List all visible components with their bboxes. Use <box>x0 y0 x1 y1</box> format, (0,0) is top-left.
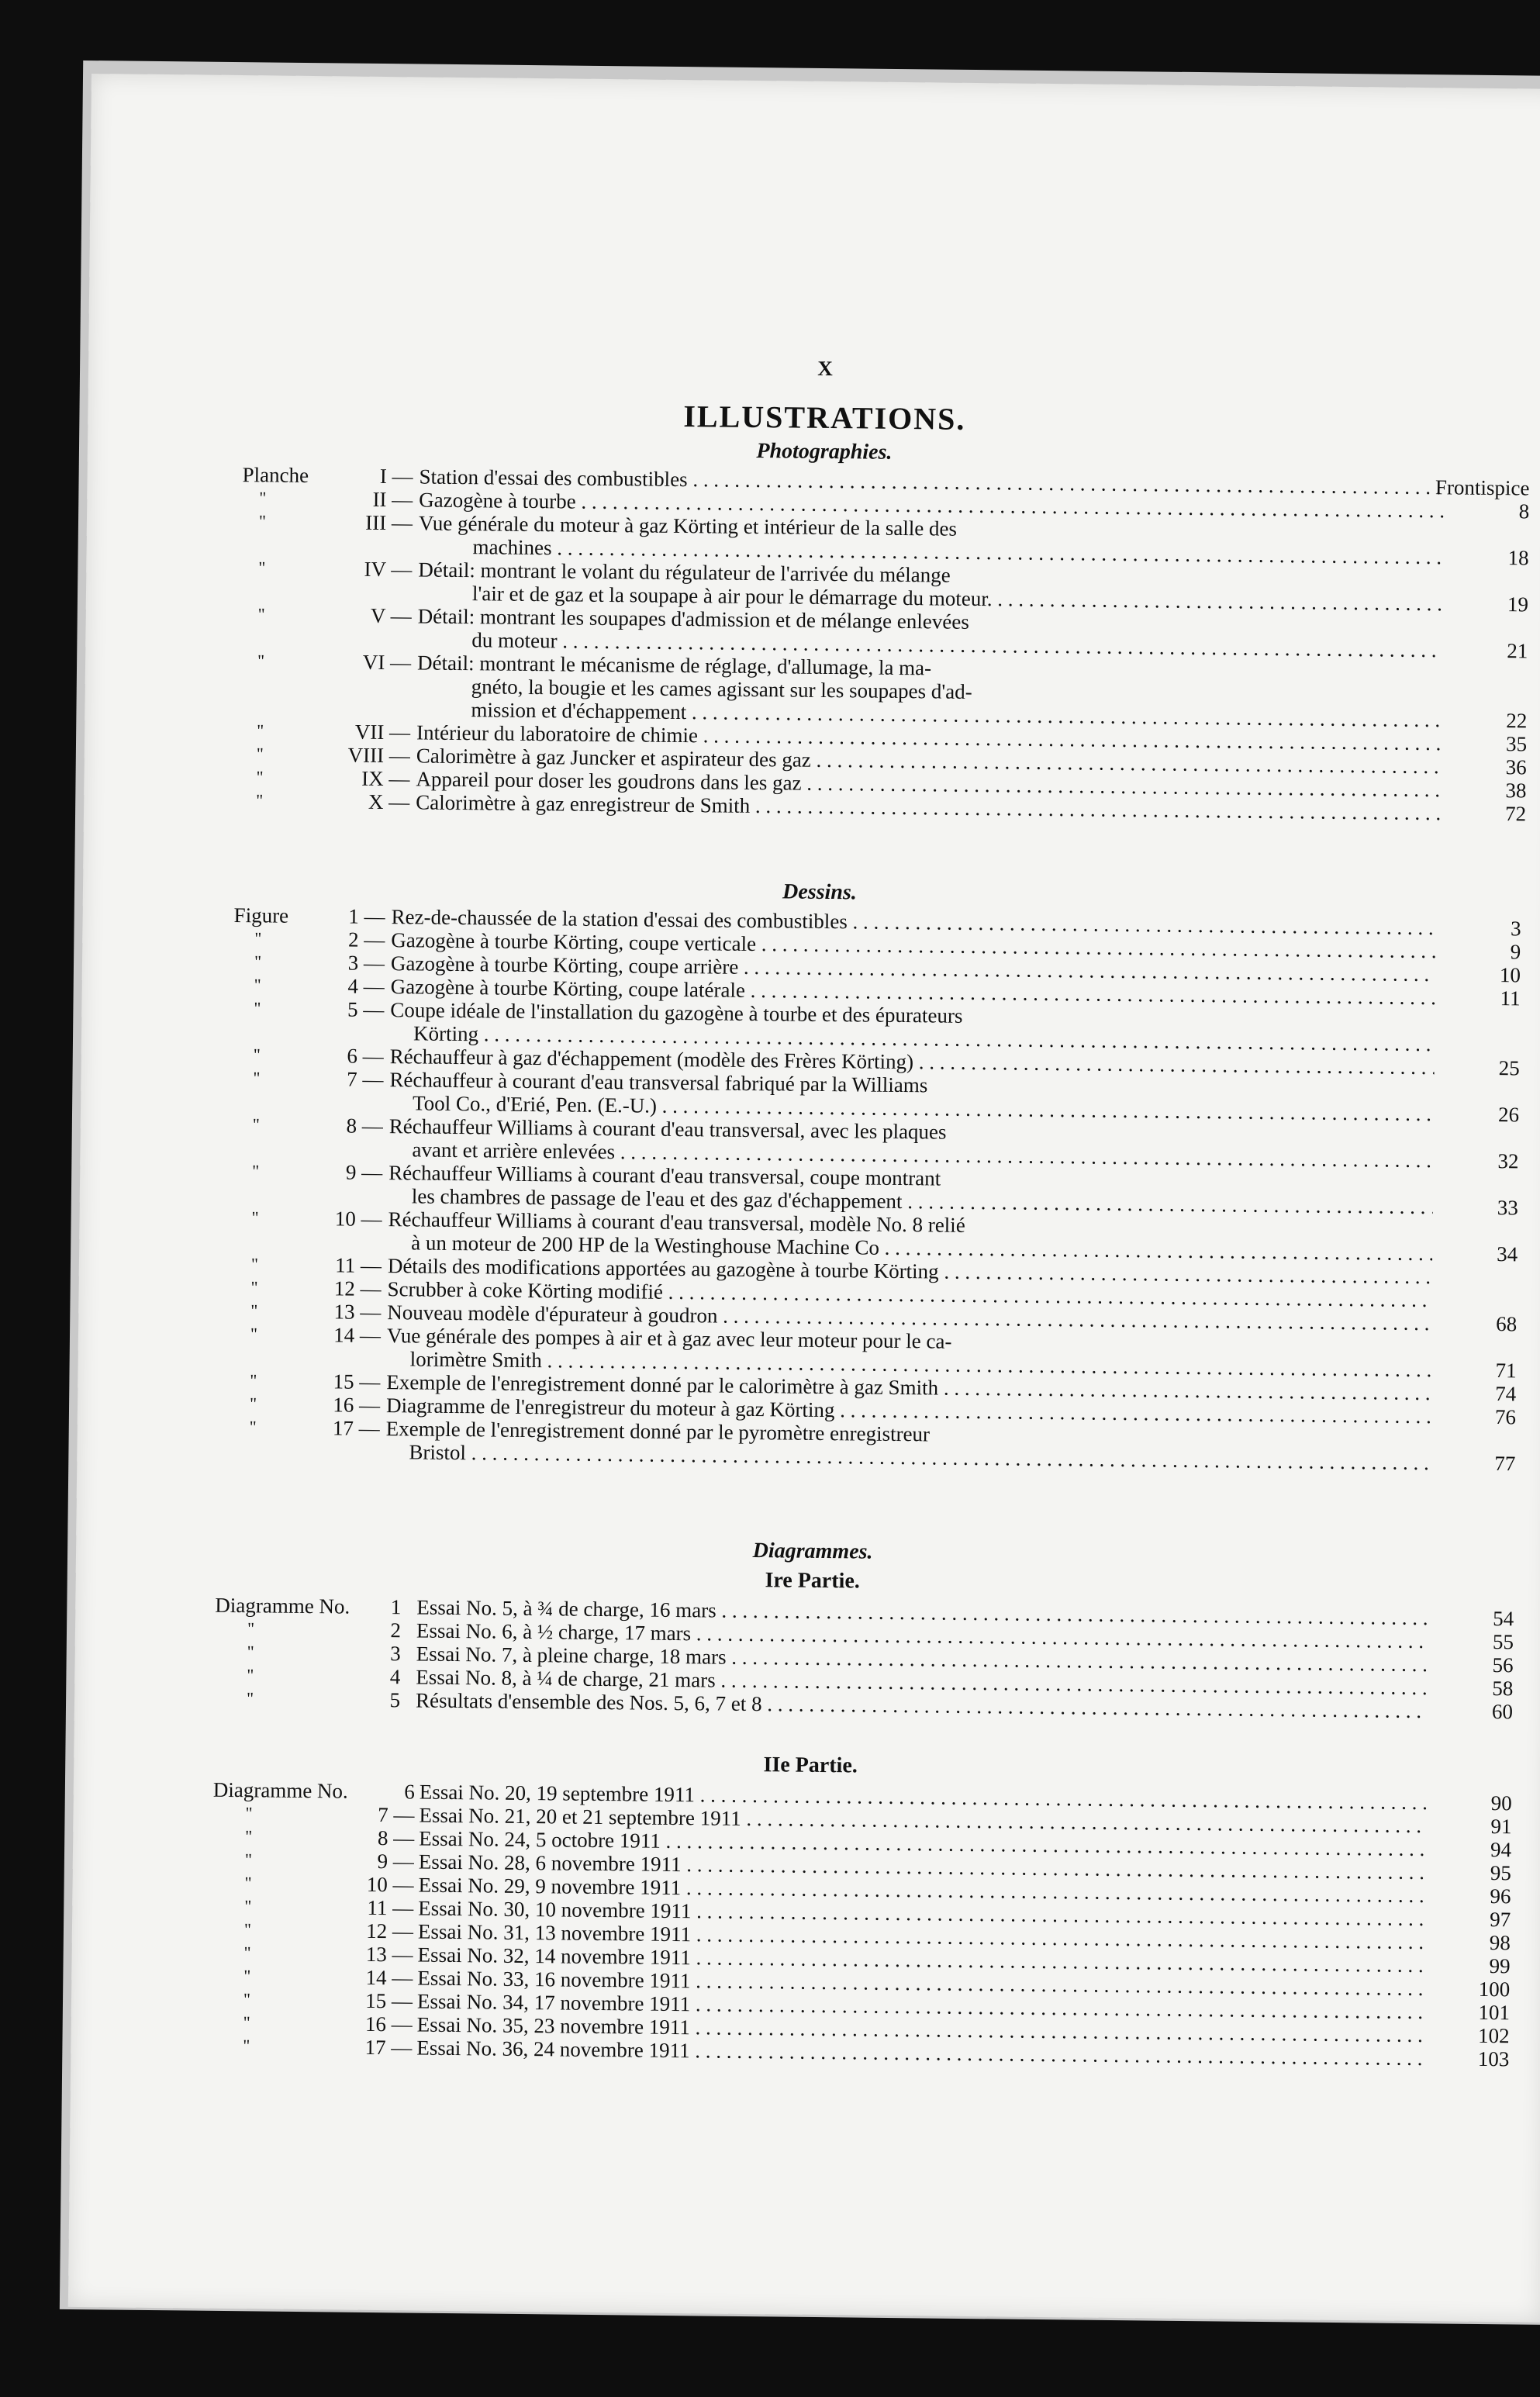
diagramme-title: Essai No. 35, 23 novembre 1911 . . . <box>417 2013 1424 2047</box>
figure-title: Réchauffeur à gaz d'échappement (modèle des Frères Körting) . . . <box>390 1045 1435 1079</box>
figure-title: Coupe idéale de l'installation du gazogène à tourbe et des épurateurs <box>390 998 963 1028</box>
figure-title: Gazogène à tourbe Körting, coupe verticale . . . <box>391 928 1435 962</box>
section-dessins: Dessins. <box>782 879 858 905</box>
planche-number: I — <box>379 464 413 489</box>
ditto-mark: " <box>258 558 266 578</box>
diagramme-number: 5 <box>389 1688 401 1712</box>
diagramme-page: 55 <box>1492 1630 1514 1654</box>
figure-page: 3 <box>1510 917 1521 941</box>
figure-number: 10 — <box>334 1207 382 1231</box>
diagramme-number: 14 — <box>365 1965 413 1990</box>
diagramme-label: Diagramme No. <box>212 1777 348 1803</box>
diagramme-title: Essai No. 20, 19 septembre 1911 . . . <box>420 1780 1427 1815</box>
diagramme-number: 17 — <box>364 2035 413 2060</box>
planche-number: VI — <box>362 650 412 675</box>
ditto-mark: " <box>243 1943 251 1963</box>
section-part1: Ire Partie. <box>765 1568 861 1594</box>
diagramme-number: 11 — <box>367 1895 414 1920</box>
diagramme-label: Diagramme No. <box>215 1593 350 1618</box>
diagramme-title: Essai No. 5, à ¾ de charge, 16 mars . . . <box>416 1596 1428 1630</box>
planche-number: VIII — <box>347 743 410 768</box>
figure-title-cont: Tool Co., d'Erié, Pen. (E.-U.) . . . <box>413 1091 1434 1125</box>
diagramme-page: 58 <box>1492 1677 1514 1701</box>
figure-title-cont: avant et arrière enlevées . . . <box>412 1138 1433 1172</box>
planche-page: 72 <box>1504 802 1527 826</box>
figure-number: 1 — <box>348 904 385 929</box>
ditto-mark: " <box>249 1394 257 1414</box>
planche-page: 18 <box>1507 546 1529 570</box>
diagramme-number: 15 — <box>365 1988 413 2013</box>
diagramme-number: 4 <box>389 1665 401 1689</box>
figure-page: 32 <box>1497 1149 1519 1173</box>
planche-title-cont: gnéto, la bougie et les cames agissant sur les soupapes d'ad- <box>471 675 972 703</box>
figure-title: Réchauffeur Williams à courant d'eau transversal, avec les plaques <box>388 1114 947 1144</box>
ditto-mark: " <box>250 1324 258 1344</box>
figure-title: Rez-de-chaussée de la station d'essai des combustibles . . . <box>391 905 1435 939</box>
diagramme-title: Essai No. 24, 5 octobre 1911 . . . <box>419 1827 1426 1861</box>
figure-title: Gazogène à tourbe Körting, coupe arrière . . . <box>391 952 1435 986</box>
document-page <box>68 74 1540 2323</box>
ditto-mark: " <box>243 2036 250 2056</box>
diagramme-title: Essai No. 28, 6 novembre 1911 . . . <box>419 1850 1426 1884</box>
figure-page: 77 <box>1494 1452 1516 1476</box>
figure-title: Nouveau modèle d'épurateur à goudron . . . <box>387 1300 1431 1335</box>
figure-label: Figure <box>233 903 289 927</box>
figure-page: 74 <box>1495 1382 1517 1406</box>
planche-number: V — <box>370 603 412 628</box>
ditto-mark: " <box>257 651 265 671</box>
planche-number: X — <box>368 789 410 814</box>
ditto-mark: " <box>246 1688 254 1708</box>
planche-page: 8 <box>1518 499 1530 523</box>
planche-number: II — <box>372 487 413 512</box>
ditto-mark: " <box>252 1161 260 1181</box>
diagramme-page: 100 <box>1478 1977 1511 2002</box>
page-title: ILLUSTRATIONS. <box>683 399 966 437</box>
ditto-mark: " <box>243 1966 251 1986</box>
ditto-mark: " <box>252 1114 260 1135</box>
diagramme-number: 3 <box>390 1642 401 1666</box>
diagramme-title: Essai No. 7, à pleine charge, 18 mars . . . <box>416 1642 1428 1676</box>
ditto-mark: " <box>250 1277 258 1297</box>
ditto-mark: " <box>247 1618 255 1639</box>
diagramme-page: 101 <box>1478 2000 1511 2025</box>
planche-title: Calorimètre à gaz enregistreur de Smith . . . <box>416 790 1441 824</box>
diagramme-page: 102 <box>1477 2023 1510 2048</box>
figure-title-cont: Bristol . . . <box>409 1440 1430 1474</box>
planche-page: 38 <box>1505 779 1527 803</box>
planche-title: Calorimètre à gaz Juncker et aspirateur des gaz . . . <box>416 744 1442 778</box>
planche-page: 19 <box>1507 592 1529 617</box>
diagramme-title: Essai No. 29, 9 novembre 1911 . . . <box>418 1874 1425 1908</box>
figure-page: 11 <box>1500 986 1521 1010</box>
planche-label: Planche <box>242 463 309 487</box>
ditto-mark: " <box>244 1850 253 1870</box>
planche-title: Détail: montrant le mécanisme de réglage, d'allumage, la ma- <box>416 651 932 680</box>
figure-title-cont: Körting . . . <box>413 1021 1435 1055</box>
diagramme-page: 60 <box>1491 1700 1514 1724</box>
planche-title-cont: l'air et de gaz et la soupape à air pour le démarrage du moteur. . . . <box>472 582 1443 615</box>
diagramme-title: Essai No. 33, 16 novembre 1911 . . . <box>417 1967 1424 2001</box>
figure-number: 11 — <box>335 1253 382 1277</box>
ditto-mark: " <box>259 488 267 508</box>
ditto-mark: " <box>244 1873 252 1893</box>
planche-title-cont: du moteur . . . <box>471 628 1442 661</box>
planche-title-cont: machines . . . <box>472 535 1443 568</box>
diagramme-number: 16 — <box>364 2012 413 2036</box>
ditto-mark: " <box>258 511 267 531</box>
figure-title: Diagramme de l'enregistreur du moteur à gaz Körting . . . <box>386 1394 1431 1428</box>
diagramme-page: 103 <box>1477 2046 1510 2071</box>
diagramme-number: 12 — <box>366 1919 414 1943</box>
diagramme-page: 97 <box>1490 1908 1511 1932</box>
figure-number: 16 — <box>333 1393 381 1417</box>
figure-title: Vue générale des pompes à air et à gaz avec leur moteur pour le ca- <box>386 1324 952 1353</box>
figure-page: 9 <box>1510 940 1521 964</box>
planche-number: IX — <box>361 766 410 791</box>
ditto-mark: " <box>254 952 262 972</box>
ditto-mark: " <box>254 975 261 995</box>
figure-page: 76 <box>1494 1405 1517 1429</box>
diagramme-title: Essai No. 21, 20 et 21 septembre 1911 . . . <box>419 1804 1426 1838</box>
ditto-mark: " <box>254 928 262 948</box>
figure-number: 13 — <box>333 1300 382 1324</box>
figure-title: Réchauffeur à courant d'eau transversal fabriqué par la Williams <box>389 1068 928 1097</box>
diagramme-title: Essai No. 34, 17 novembre 1911 . . . <box>417 1990 1424 2024</box>
figure-page: 71 <box>1495 1359 1517 1383</box>
planche-page: 36 <box>1505 755 1527 779</box>
figure-title: Scrubber à coke Körting modifié . . . <box>387 1277 1431 1311</box>
ditto-mark: " <box>249 1417 257 1437</box>
figure-title: Gazogène à tourbe Körting, coupe latérale . . . <box>391 975 1435 1009</box>
diagramme-number: 8 — <box>377 1825 415 1850</box>
planche-title: Intérieur du laboratoire de chimie . . . <box>416 720 1442 755</box>
planche-title: Détail: montrant le volant du régulateur de l'arrivée du mélange <box>418 558 951 587</box>
page-content <box>68 74 1540 2323</box>
figure-title: Réchauffeur Williams à courant d'eau transversal, coupe montrant <box>388 1161 941 1190</box>
figure-number: 5 — <box>347 997 385 1022</box>
figure-number: 15 — <box>333 1369 381 1394</box>
ditto-mark: " <box>253 1045 261 1065</box>
diagramme-number: 9 — <box>377 1849 415 1874</box>
figure-number: 2 — <box>347 927 385 952</box>
ditto-mark: " <box>256 744 264 764</box>
diagramme-page: 95 <box>1490 1861 1511 1885</box>
planche-title: Station d'essai des combustibles . . . <box>419 465 1444 499</box>
ditto-mark: " <box>250 1370 257 1390</box>
ditto-mark: " <box>251 1207 259 1228</box>
diagramme-page: 90 <box>1490 1791 1512 1815</box>
figure-page: 26 <box>1497 1103 1520 1127</box>
figure-title: Exemple de l'enregistrement donné par le pyromètre enregistreur <box>385 1417 931 1446</box>
ditto-mark: " <box>257 604 265 624</box>
diagramme-number: 1 <box>390 1595 402 1619</box>
diagramme-title: Essai No. 31, 13 novembre 1911 . . . <box>418 1920 1425 1954</box>
planche-page: 35 <box>1505 732 1528 756</box>
diagramme-number: 13 — <box>365 1942 413 1967</box>
diagramme-number: 10 — <box>366 1872 414 1897</box>
section-photographies: Photographies. <box>756 439 893 465</box>
page-number: X <box>817 356 833 381</box>
planche-title: Détail: montrant les soupapes d'admission et de mélange enlevées <box>417 604 969 634</box>
figure-title: Détails des modifications apportées au gazogène à tourbe Körting . . . <box>388 1254 1432 1288</box>
diagramme-title: Essai No. 6, à ½ charge, 17 mars . . . <box>416 1618 1428 1653</box>
diagramme-number: 6 <box>404 1780 415 1804</box>
figure-number: 12 — <box>333 1276 382 1300</box>
diagramme-page: 99 <box>1489 1954 1511 1978</box>
planche-number: IV — <box>364 557 413 582</box>
diagramme-page: 54 <box>1493 1607 1514 1631</box>
figure-number: 7 — <box>347 1067 384 1092</box>
figure-number: 17 — <box>332 1416 380 1440</box>
figure-title-cont: les chambres de passage de l'eau et des gaz d'échappement . . . <box>412 1184 1433 1218</box>
ditto-mark: " <box>243 2012 250 2033</box>
diagramme-title: Essai No. 8, à ¼ de charge, 21 mars . . . <box>416 1665 1428 1699</box>
figure-number: 6 — <box>347 1044 384 1069</box>
figure-page: 25 <box>1498 1056 1520 1080</box>
figure-page: 10 <box>1499 963 1521 987</box>
diagramme-page: 96 <box>1490 1884 1511 1908</box>
section-diagrammes: Diagrammes. <box>752 1539 873 1564</box>
ditto-mark: " <box>254 998 261 1018</box>
planche-title: Gazogène à tourbe . . . <box>419 488 1444 522</box>
planche-title: Appareil pour doser les goudrons dans les gaz . . . <box>416 767 1441 801</box>
section-part2: IIe Partie. <box>763 1753 858 1778</box>
planche-page: 21 <box>1507 639 1528 663</box>
diagramme-page: 56 <box>1492 1653 1514 1677</box>
figure-page: 68 <box>1496 1312 1518 1336</box>
figure-title: Réchauffeur Williams à courant d'eau transversal, modèle No. 8 relié <box>388 1207 965 1237</box>
ditto-mark: " <box>245 1803 253 1823</box>
figure-page: 33 <box>1497 1196 1518 1220</box>
ditto-mark: " <box>244 1896 252 1916</box>
figure-number: 3 — <box>347 951 385 976</box>
planche-number: VII — <box>354 720 411 744</box>
planche-number: III — <box>365 510 413 535</box>
ditto-mark: " <box>243 1919 252 1939</box>
ditto-mark: " <box>247 1642 254 1662</box>
planche-page: 22 <box>1506 709 1528 733</box>
ditto-mark: " <box>253 1068 261 1088</box>
figure-number: 14 — <box>333 1323 382 1347</box>
diagramme-page: 91 <box>1490 1815 1512 1839</box>
diagramme-title: Essai No. 30, 10 novembre 1911 . . . <box>418 1897 1425 1931</box>
ditto-mark: " <box>256 767 264 787</box>
figure-number: 4 — <box>347 974 385 999</box>
diagramme-number: 7 — <box>378 1802 415 1827</box>
ditto-mark: " <box>256 790 264 810</box>
figure-title: Exemple de l'enregistrement donné par le calorimètre à gaz Smith . . . <box>386 1370 1431 1404</box>
ditto-mark: " <box>250 1300 258 1321</box>
ditto-mark: " <box>257 720 264 741</box>
planche-title: Vue générale du moteur à gaz Körting et intérieur de la salle des <box>418 511 958 541</box>
diagramme-page: 98 <box>1489 1931 1511 1955</box>
figure-number: 8 — <box>346 1114 383 1138</box>
ditto-mark: " <box>243 1989 251 2009</box>
planche-page: Frontispice <box>1435 475 1530 500</box>
diagramme-page: 94 <box>1490 1838 1512 1862</box>
figure-title-cont: lorimètre Smith . . . <box>410 1347 1431 1381</box>
figure-page: 34 <box>1497 1242 1518 1266</box>
planche-title-cont: mission et d'échappement . . . <box>471 698 1442 731</box>
figure-number: 9 — <box>345 1160 383 1185</box>
diagramme-number: 2 <box>390 1618 402 1642</box>
ditto-mark: " <box>250 1254 259 1274</box>
ditto-mark: " <box>245 1826 253 1846</box>
diagramme-title: Essai No. 36, 24 novembre 1911 . . . <box>416 2036 1424 2071</box>
ditto-mark: " <box>247 1665 254 1685</box>
diagramme-title: Essai No. 32, 14 novembre 1911 . . . <box>417 1943 1424 1977</box>
figure-title-cont: à un moteur de 200 HP de la Westinghouse Machine Co . . . <box>411 1231 1432 1265</box>
diagramme-title: Résultats d'ensemble des Nos. 5, 6, 7 et 8 . . . <box>416 1688 1428 1722</box>
